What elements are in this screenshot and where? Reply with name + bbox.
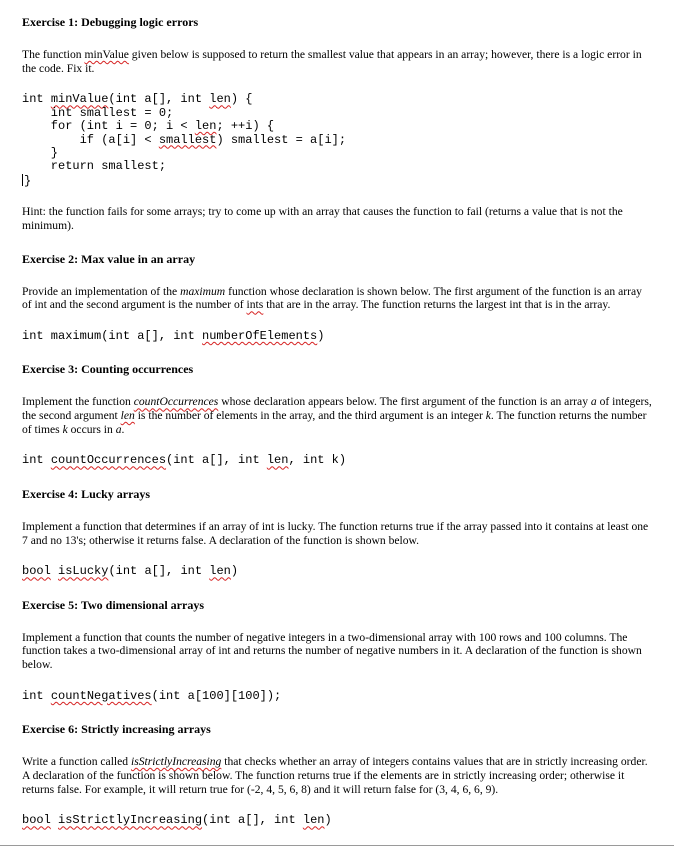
code-run: bool [22, 564, 51, 579]
code-block [22, 330, 652, 343]
document-page[interactable] [22, 14, 652, 846]
text-cursor [22, 174, 23, 186]
code-line [22, 330, 652, 343]
description-run: a [590, 395, 597, 409]
exercise-heading: Exercise 4: Lucky arrays [22, 486, 151, 501]
description-run: Implement a function that determines if an array of int is lucky. The function returns true if the array passed into it contains at least one 7 and no 13's; otherwise it returns false. A declaration of the function is shown below. [22, 519, 649, 547]
code-run: countNegatives [50, 688, 152, 703]
code-line [22, 107, 652, 120]
code-run: } [22, 145, 59, 160]
code-run: len [209, 564, 231, 579]
code-run: countOccurrences [50, 453, 167, 468]
code-line [22, 814, 652, 827]
exercise-heading: Exercise 5: Two dimensional arrays [22, 597, 204, 612]
code-run: len [302, 813, 325, 828]
description-run: k [485, 409, 491, 423]
code-run: isStrictlyIncreasing [58, 813, 203, 828]
code-line [22, 120, 652, 133]
code-run: minValue [50, 92, 109, 107]
code-run [51, 813, 58, 827]
description-run: countOccurrences [133, 395, 219, 409]
description-run: occurs in [67, 422, 116, 436]
description-run: isStrictlyIncreasing [130, 755, 222, 769]
code-run: isLucky [58, 564, 109, 579]
code-block [22, 93, 652, 187]
code-run: int [22, 453, 51, 468]
description-run: a [115, 422, 122, 436]
code-block [22, 454, 652, 467]
code-run: ) { [230, 92, 253, 107]
code-run: ) [317, 328, 325, 343]
code-run: len [194, 119, 217, 134]
exercise-description [22, 631, 652, 672]
exercise-description [22, 755, 652, 796]
description-run: given below is supposed to return the smallest value that appears in an array; however, there is a logic error in the code. Fix it. [22, 48, 642, 75]
code-run: ; ++i) { [216, 119, 275, 134]
code-line [22, 454, 652, 467]
code-run: int [22, 92, 51, 107]
code-run: len [266, 453, 289, 468]
description-run: Implement the function [22, 395, 134, 409]
description-run: len [120, 409, 135, 423]
code-block [22, 814, 652, 827]
code-line [22, 160, 652, 173]
code-run: } [24, 173, 32, 188]
code-line [22, 565, 652, 578]
description-run: that are in the array. The function returns the largest int that is in the array. [263, 298, 611, 312]
description-run: that checks whether an array of integers contains values that are in strictly increasing order. A declaration of the function is shown below. The function returns true if the elements are in strictly increasing order; otherwise it returns false. For example, it will return true for (-2, 4, 5, 6, 8) and it will return false for (3, 4, 6, 6, 9). [22, 755, 648, 796]
code-run: int smallest = 0; [22, 105, 174, 120]
code-line [22, 93, 652, 106]
code-run: (int a[], int [108, 92, 210, 107]
code-run: if (a[i] < [22, 132, 159, 147]
description-run: The function [22, 48, 85, 61]
description-run: is the number of elements in the array, and the third argument is an integer [134, 409, 486, 423]
description-run: Provide an implementation of the [22, 284, 181, 298]
code-run: ) [230, 564, 239, 579]
description-run: of integers, the second argument [22, 395, 652, 423]
hint-run: Hint: the function fails for some arrays; try to come up with an array that causes the function to fail (returns a value that is not the minimum). [22, 205, 623, 232]
exercise-hint [22, 205, 652, 232]
code-run: numberOfElements [202, 328, 318, 343]
code-run: (int a[100][100]); [151, 688, 282, 703]
exercise-description [22, 285, 652, 312]
code-run: ) [324, 813, 332, 828]
code-run: smallest [158, 132, 217, 147]
page-bottom-border [0, 845, 674, 846]
description-run: k [62, 422, 68, 436]
code-block [22, 565, 652, 578]
exercise-description [22, 395, 652, 436]
exercise-heading: Exercise 2: Max value in an array [22, 251, 196, 266]
exercise-description [22, 520, 652, 547]
description-run: function whose declaration is shown below. The first argument of the function is an array of int and the second argument is the number of [22, 284, 642, 312]
code-run: return smallest; [22, 159, 167, 174]
exercise-heading: Exercise 6: Strictly increasing arrays [22, 722, 211, 737]
code-line [22, 147, 652, 160]
exercise-heading: Exercise 3: Counting occurrences [22, 362, 194, 377]
code-run: (int a[], int [166, 453, 267, 468]
exercise-heading: Exercise 1: Debugging logic errors [22, 15, 199, 29]
code-run: ) smallest = a[i]; [216, 132, 347, 147]
code-line [22, 134, 652, 147]
code-run: bool [22, 813, 51, 828]
description-run: . [121, 422, 125, 436]
description-run: . The function returns the number of times [22, 409, 647, 436]
description-run: ints [246, 298, 264, 312]
code-run: len [209, 92, 231, 107]
description-run: maximum [180, 284, 226, 298]
code-run: (int a[], int [202, 813, 303, 828]
description-run: minValue [84, 48, 129, 61]
code-run: , int k) [288, 453, 347, 468]
code-block [22, 690, 652, 703]
code-line [22, 690, 652, 703]
code-run: (int a[], int [108, 564, 210, 579]
description-run: whose declaration appears below. The first argument of the function is an array [218, 395, 591, 409]
exercise-description [22, 48, 652, 75]
code-run: for (int i = 0; i < [22, 119, 195, 134]
description-run: Implement a function that counts the number of negative integers in a two-dimensional array with 100 rows and 100 columns. The function takes a two-dimensional array of int and returns the number of negative numbers in it. A declaration of the function is shown below. [22, 630, 642, 672]
description-run: Write a function called [22, 755, 131, 769]
code-run: int maximum(int a[], int [22, 328, 203, 343]
code-run [51, 564, 58, 578]
code-line [22, 174, 652, 187]
code-run: int [22, 688, 51, 703]
